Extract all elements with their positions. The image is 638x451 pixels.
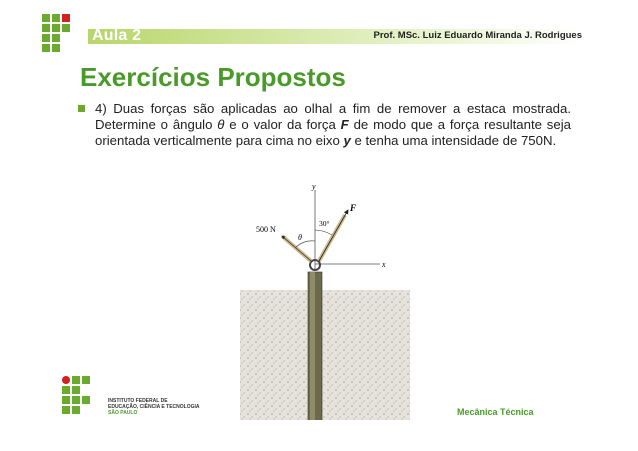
axis-symbol: y (343, 133, 351, 148)
lesson-label: Aula 2 (92, 27, 142, 44)
bullet-square-icon (78, 105, 85, 112)
exercise-text: 4) Duas forças são aplicadas ao olhal a fim de remover a estaca mostrada. Determine o ângulo θ e o valor da força F de modo que a força resultante seja orientada verticalmente para cima no eixo y e tenha uma intensidade de 750N. (95, 101, 571, 148)
page-title: Exercícios Propostos (80, 62, 346, 92)
professor-name: Prof. MSc. Luiz Eduardo Miranda J. Rodrigues (373, 30, 582, 41)
arrow-f-icon (319, 210, 348, 261)
force-f-label: F (350, 203, 357, 213)
arrow-500n-icon (282, 236, 311, 261)
angle-30-arc (315, 230, 332, 235)
institute-name: INSTITUTO FEDERAL DE EDUCAÇÃO, CIÊNCIA E TECNOLOGIA SÃO PAULO (108, 398, 200, 416)
course-name: Mecânica Técnica (457, 407, 534, 417)
theta-symbol: θ (217, 117, 225, 132)
force-diagram (230, 180, 420, 420)
y-axis-label: y (312, 182, 316, 191)
ifsp-logo-top (42, 14, 92, 54)
ground-soil (240, 290, 410, 420)
theta-label: θ (298, 233, 302, 242)
x-axis-label: x (382, 260, 386, 269)
angle-30-label: 30° (319, 219, 330, 228)
force-symbol: F (340, 117, 349, 132)
force-500-label: 500 N (256, 225, 276, 234)
ifsp-logo-bottom (62, 376, 107, 421)
stake-highlight (310, 272, 315, 420)
